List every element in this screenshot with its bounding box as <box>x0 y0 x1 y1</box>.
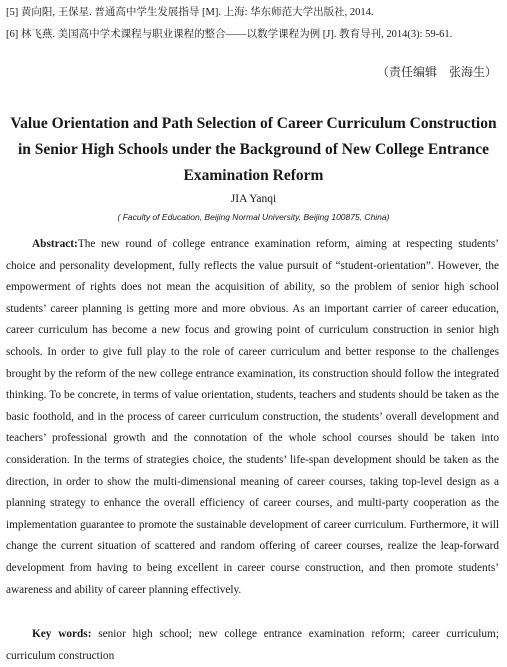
reference-item: [5] 黄向阳, 王保星. 普通高中学生发展指导 [M]. 上海: 华东师范大学出版社, 2014. <box>6 7 374 18</box>
author-name: JIA Yanqi <box>230 193 277 205</box>
reference-item: [6] 林飞燕. 美国高中学术课程与职业课程的整合——以数学课程为例 [J]. 教育导刊, 2014(3): 59-61. <box>6 29 453 40</box>
keywords-paragraph <box>6 623 499 667</box>
reference-list <box>6 2 501 46</box>
abstract-label: Abstract: <box>32 238 78 250</box>
author-affiliation: ( Faculty of Education, Beijing Normal University, Beijing 100875, China) <box>117 212 390 222</box>
responsible-editor: （责任编辑 张海生） <box>376 65 497 79</box>
keywords-text: senior high school; new college entrance examination reform; career curriculum; curriculum construction <box>6 628 499 662</box>
keywords-label: Key words: <box>32 628 92 640</box>
abstract-text: The new round of college entrance examination reform, aiming at respecting students’ choice and personality development, fully reflects the value pursuit of “student-orientation”. However, the empowerment of rights does not mean the acquisition of ability, so the problem of senior high school students’ career planning is getting more and more obvious. As an important carrier of career education, career curriculum has become a new focus and growing point of curriculum construction in senior high schools. In order to give full play to the role of career curriculum and better response to the challenges brought by the reform of the new college entrance examination, its construction should follow the integrated thinking. To be concrete, in terms of value orientation, students, teachers and students should be taken as the basic foothold, and in the process of career curriculum construction, the students’ overall development and teachers’ professional growth and the connotation of the whole school courses should be taken into consideration. In the terms of strategies choice, the students’ life-span development should be taken as the direction, in order to show the multi-dimensional meaning of career courses, taking top-level design as a planning strategy to enhance the overall efficiency of career courses, and multi-party cooperation as the implementation guarantee to promote the sustainable development of career curriculum. Furthermore, it will change the current situation of scattered and random offering of career courses, realize the leap-forward development from having to being excellent in career course construction, and then promote students’ awareness and ability of career planning effectively. <box>6 238 499 596</box>
abstract-paragraph <box>6 234 499 601</box>
paper-title: Value Orientation and Path Selection of Career Curriculum Construction in Senior High Schools under the Background of New College Entrance Examination Reform <box>10 115 497 184</box>
